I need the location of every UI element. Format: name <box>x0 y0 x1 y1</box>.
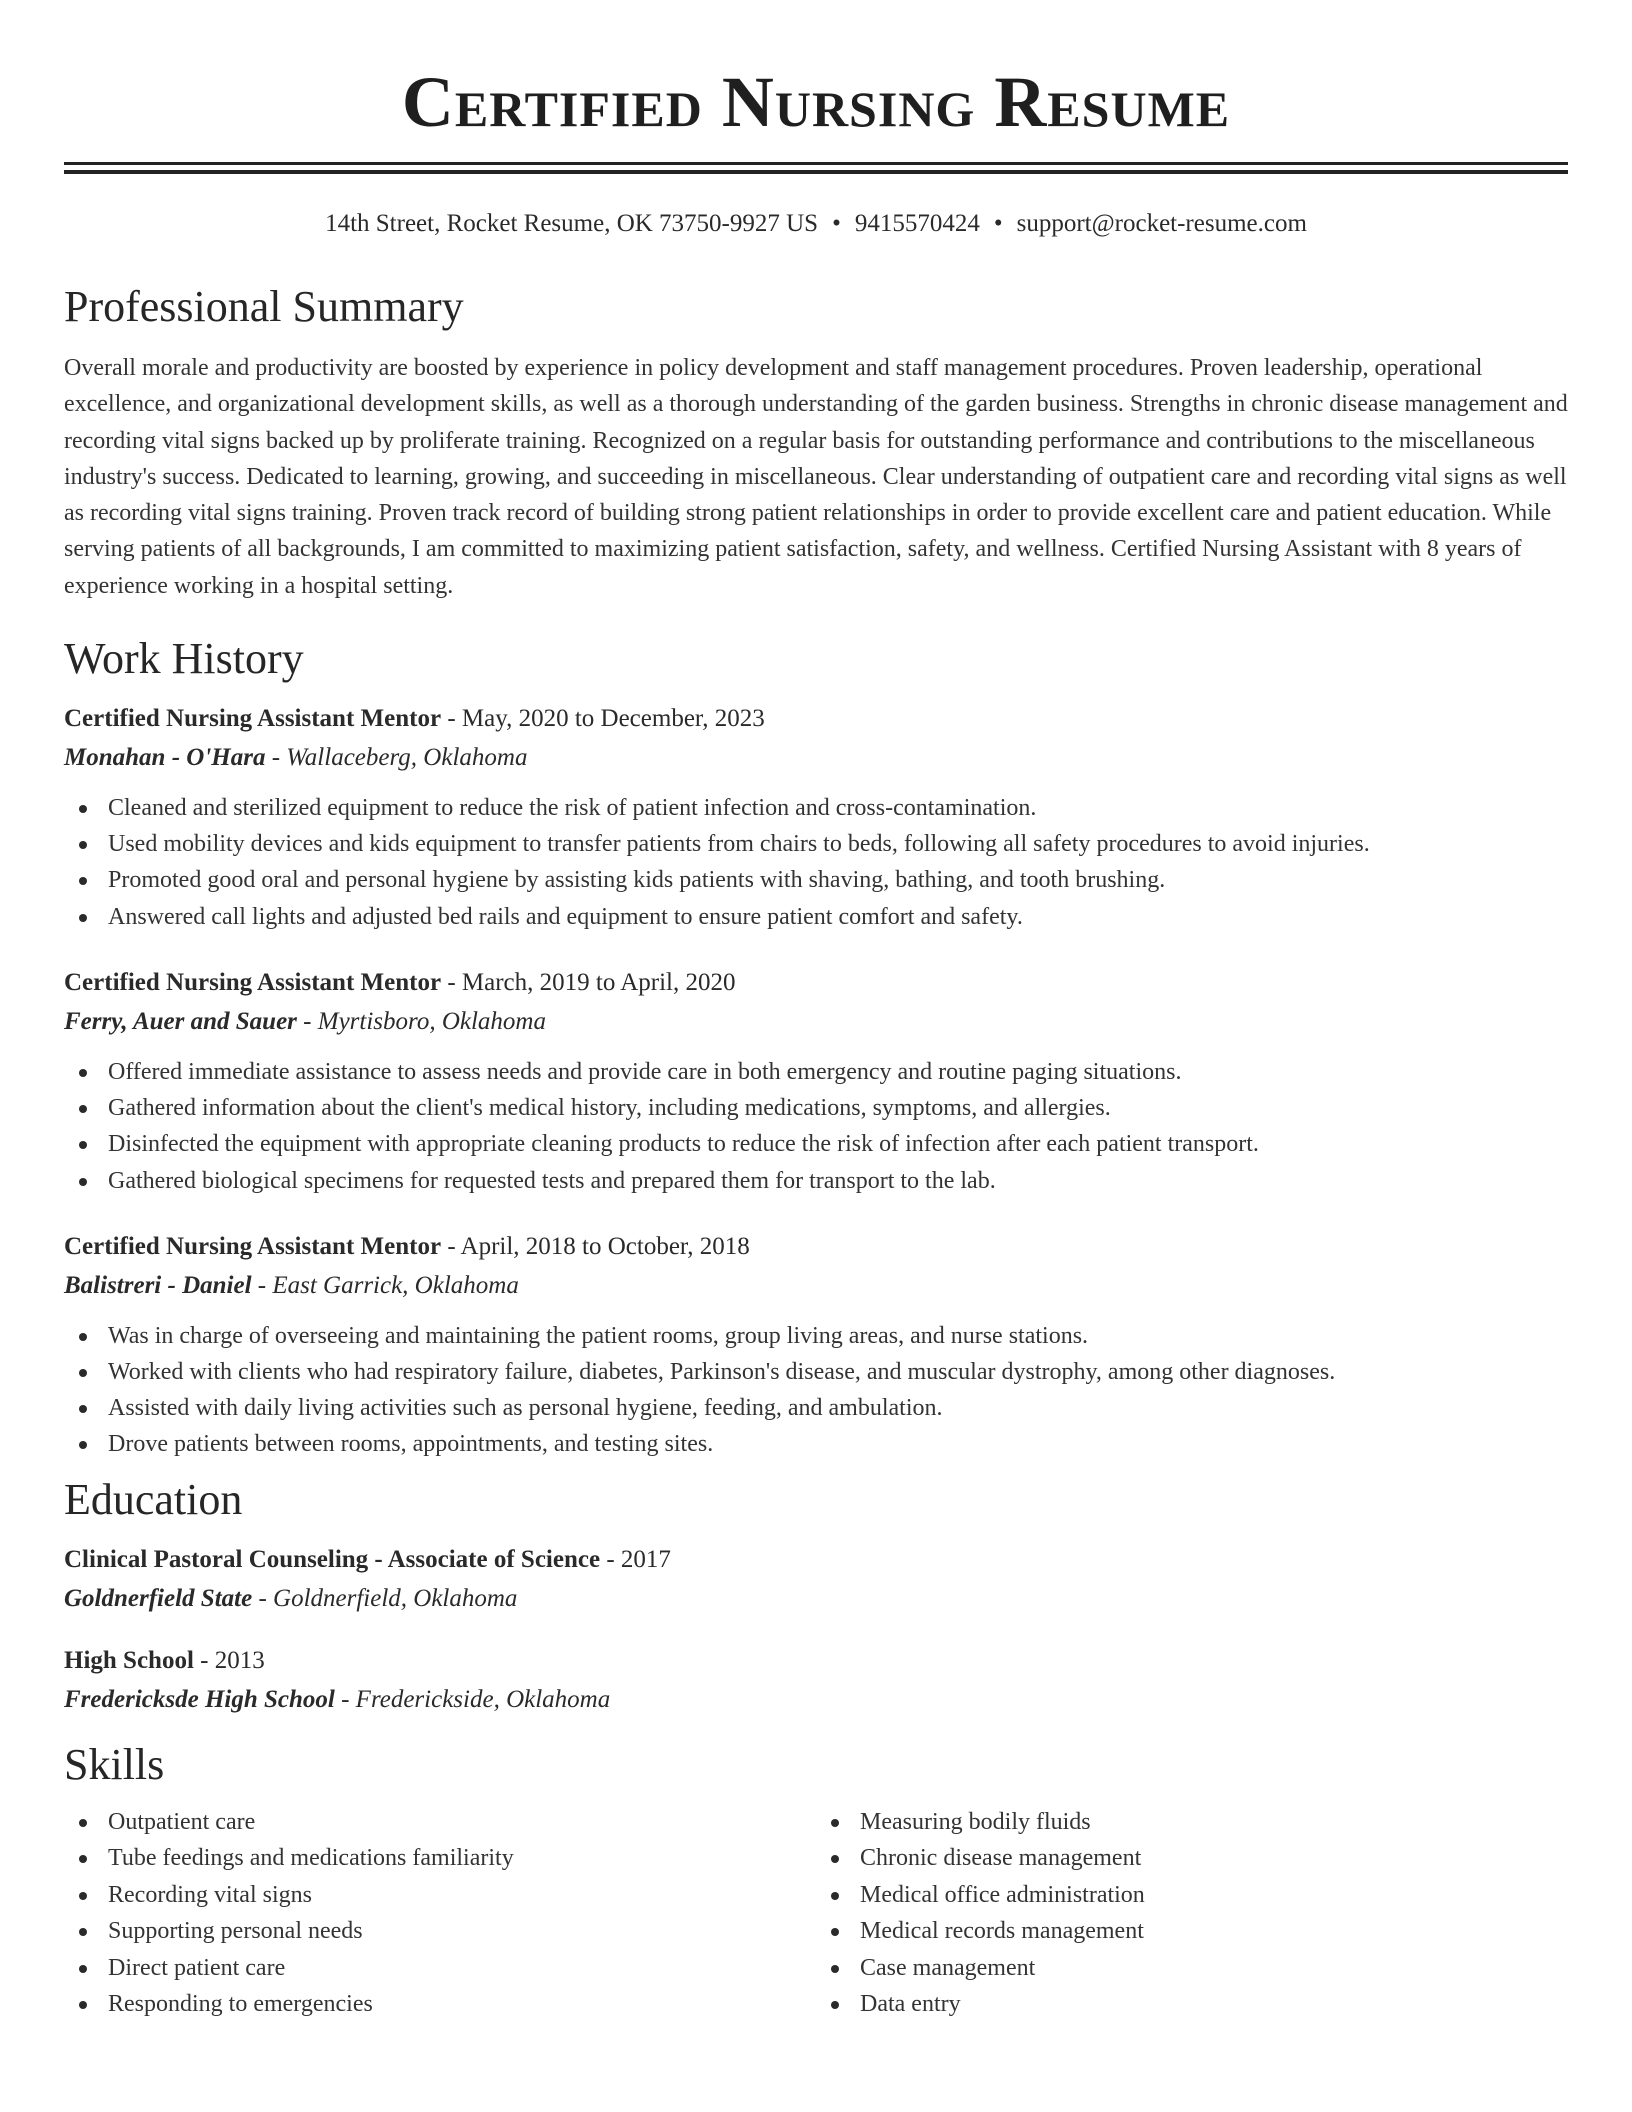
education-degree: High School <box>64 1646 194 1674</box>
skills-heading: Skills <box>64 1739 165 1789</box>
resume-title: Certified Nursing Resume <box>401 62 1231 142</box>
summary-heading: Professional Summary <box>64 282 464 331</box>
education-year: - 2017 <box>600 1545 671 1573</box>
education-location: - Goldnerfield, Oklahoma <box>252 1584 518 1612</box>
job-location: - East Garrick, Oklahoma <box>251 1271 519 1299</box>
education-heading: Education <box>64 1474 243 1524</box>
skill-item: Supporting personal needs <box>64 1913 816 1950</box>
skill-item: Tube feedings and medications familiarity <box>64 1840 816 1877</box>
skill-item: Chronic disease management <box>816 1840 1568 1877</box>
skill-item: Recording vital signs <box>64 1877 816 1914</box>
contact-line <box>64 208 1568 240</box>
job-company: Monahan - O'Hara <box>64 744 266 772</box>
skills-columns <box>64 1804 1568 2023</box>
skill-item: Direct patient care <box>64 1950 816 1987</box>
skill-item: Medical records management <box>816 1913 1568 1950</box>
title-rule-thin <box>64 162 1568 165</box>
skills-list-left <box>64 1804 816 2023</box>
job-entry <box>64 1231 1568 1463</box>
job-duty: Was in charge of overseeing and maintaining the patient rooms, group living areas, and nurse stations. <box>64 1318 1568 1354</box>
job-title-line <box>64 967 1568 999</box>
skills-list-right <box>816 1804 1568 2023</box>
work-history-heading: Work History <box>64 634 304 684</box>
job-duty: Promoted good oral and personal hygiene by assisting kids patients with shaving, bathing, and tooth brushing. <box>64 862 1568 898</box>
job-location: - Myrtisboro, Oklahoma <box>296 1007 546 1035</box>
job-duties-list <box>64 1318 1568 1463</box>
skill-item: Data entry <box>816 1986 1568 2023</box>
title-rule-thick <box>64 170 1568 174</box>
job-entry <box>64 703 1568 935</box>
education-school: Fredericksde High School <box>64 1685 335 1713</box>
summary-text: Overall morale and productivity are boosted by experience in policy development and staff management procedures. Proven leadership, operational excellence, and organizational development skills, as well as a thorough understanding of the garden business. Strengths in chronic disease management and recording vital signs backed up by proliferate training. Recognized on a regular basis for outstanding performance and contributions to the miscellaneous industry's success. Dedicated to learning, growing, and succeeding in miscellaneous. Clear understanding of outpatient care and recording vital signs as well as recording vital signs training. Proven track record of building strong patient relationships in order to provide excellent care and patient education. While serving patients of all backgrounds, I am committed to maximizing patient satisfaction, safety, and wellness. Certified Nursing Assistant with 8 years of experience working in a hospital setting. <box>64 355 1568 599</box>
job-duty: Cleaned and sterilized equipment to reduce the risk of patient infection and cross-contamination. <box>64 790 1568 826</box>
skill-item: Medical office administration <box>816 1877 1568 1914</box>
education-entry <box>64 1544 1568 1615</box>
education-degree-line <box>64 1645 1568 1677</box>
education-degree-line <box>64 1544 1568 1576</box>
job-company-line <box>64 1270 1568 1302</box>
job-duty: Answered call lights and adjusted bed rails and equipment to ensure patient comfort and safety. <box>64 899 1568 935</box>
skill-item: Measuring bodily fluids <box>816 1804 1568 1841</box>
contact-separator: • <box>832 210 841 237</box>
job-duty: Worked with clients who had respiratory failure, diabetes, Parkinson's disease, and muscular dystrophy, among other diagnoses. <box>64 1354 1568 1390</box>
job-title: Certified Nursing Assistant Mentor <box>64 1232 442 1260</box>
job-duty: Gathered biological specimens for requested tests and prepared them for transport to the lab. <box>64 1163 1568 1199</box>
job-title-line <box>64 703 1568 735</box>
job-duty: Drove patients between rooms, appointments, and testing sites. <box>64 1426 1568 1462</box>
contact-separator: • <box>993 210 1003 237</box>
education-school: Goldnerfield State <box>64 1584 253 1612</box>
contact-email: support@rocket-resume.com <box>1016 210 1307 237</box>
education-school-line <box>64 1583 1568 1615</box>
education-school-line <box>64 1684 1568 1716</box>
job-duties-list <box>64 1054 1568 1199</box>
job-title: Certified Nursing Assistant Mentor <box>64 968 442 996</box>
job-company-line <box>64 1006 1568 1038</box>
job-duties-list <box>64 790 1568 935</box>
job-company: Ferry, Auer and Sauer <box>64 1007 297 1035</box>
skill-item: Outpatient care <box>64 1804 816 1841</box>
job-duty: Gathered information about the client's medical history, including medications, symptoms, and allergies. <box>64 1090 1568 1126</box>
education-degree: Clinical Pastoral Counseling - Associate of Science <box>64 1545 601 1573</box>
job-duty: Used mobility devices and kids equipment to transfer patients from chairs to beds, following all safety procedures to avoid injuries. <box>64 826 1568 862</box>
job-entry <box>64 967 1568 1199</box>
education-location: - Frederickside, Oklahoma <box>334 1685 611 1713</box>
job-dates: - May, 2020 to December, 2023 <box>441 705 765 733</box>
job-dates: - April, 2018 to October, 2018 <box>441 1232 750 1260</box>
job-duty: Offered immediate assistance to assess needs and provide care in both emergency and routine paging situations. <box>64 1054 1568 1090</box>
job-title-line <box>64 1231 1568 1263</box>
education-year: - 2013 <box>193 1646 265 1674</box>
job-dates: - March, 2019 to April, 2020 <box>441 968 736 996</box>
job-duty: Disinfected the equipment with appropriate cleaning products to reduce the risk of infection after each patient transport. <box>64 1126 1568 1162</box>
job-company-line <box>64 742 1568 774</box>
skill-item: Responding to emergencies <box>64 1986 816 2023</box>
job-title: Certified Nursing Assistant Mentor <box>64 705 442 733</box>
job-company: Balistreri - Daniel <box>64 1271 252 1299</box>
job-location: - Wallaceberg, Oklahoma <box>265 744 528 772</box>
contact-phone: 9415570424 <box>854 210 980 237</box>
contact-address: 14th Street, Rocket Resume, OK 73750-9927 US <box>325 210 819 237</box>
job-duty: Assisted with daily living activities such as personal hygiene, feeding, and ambulation. <box>64 1390 1568 1426</box>
skill-item: Case management <box>816 1950 1568 1987</box>
education-entry <box>64 1645 1568 1716</box>
